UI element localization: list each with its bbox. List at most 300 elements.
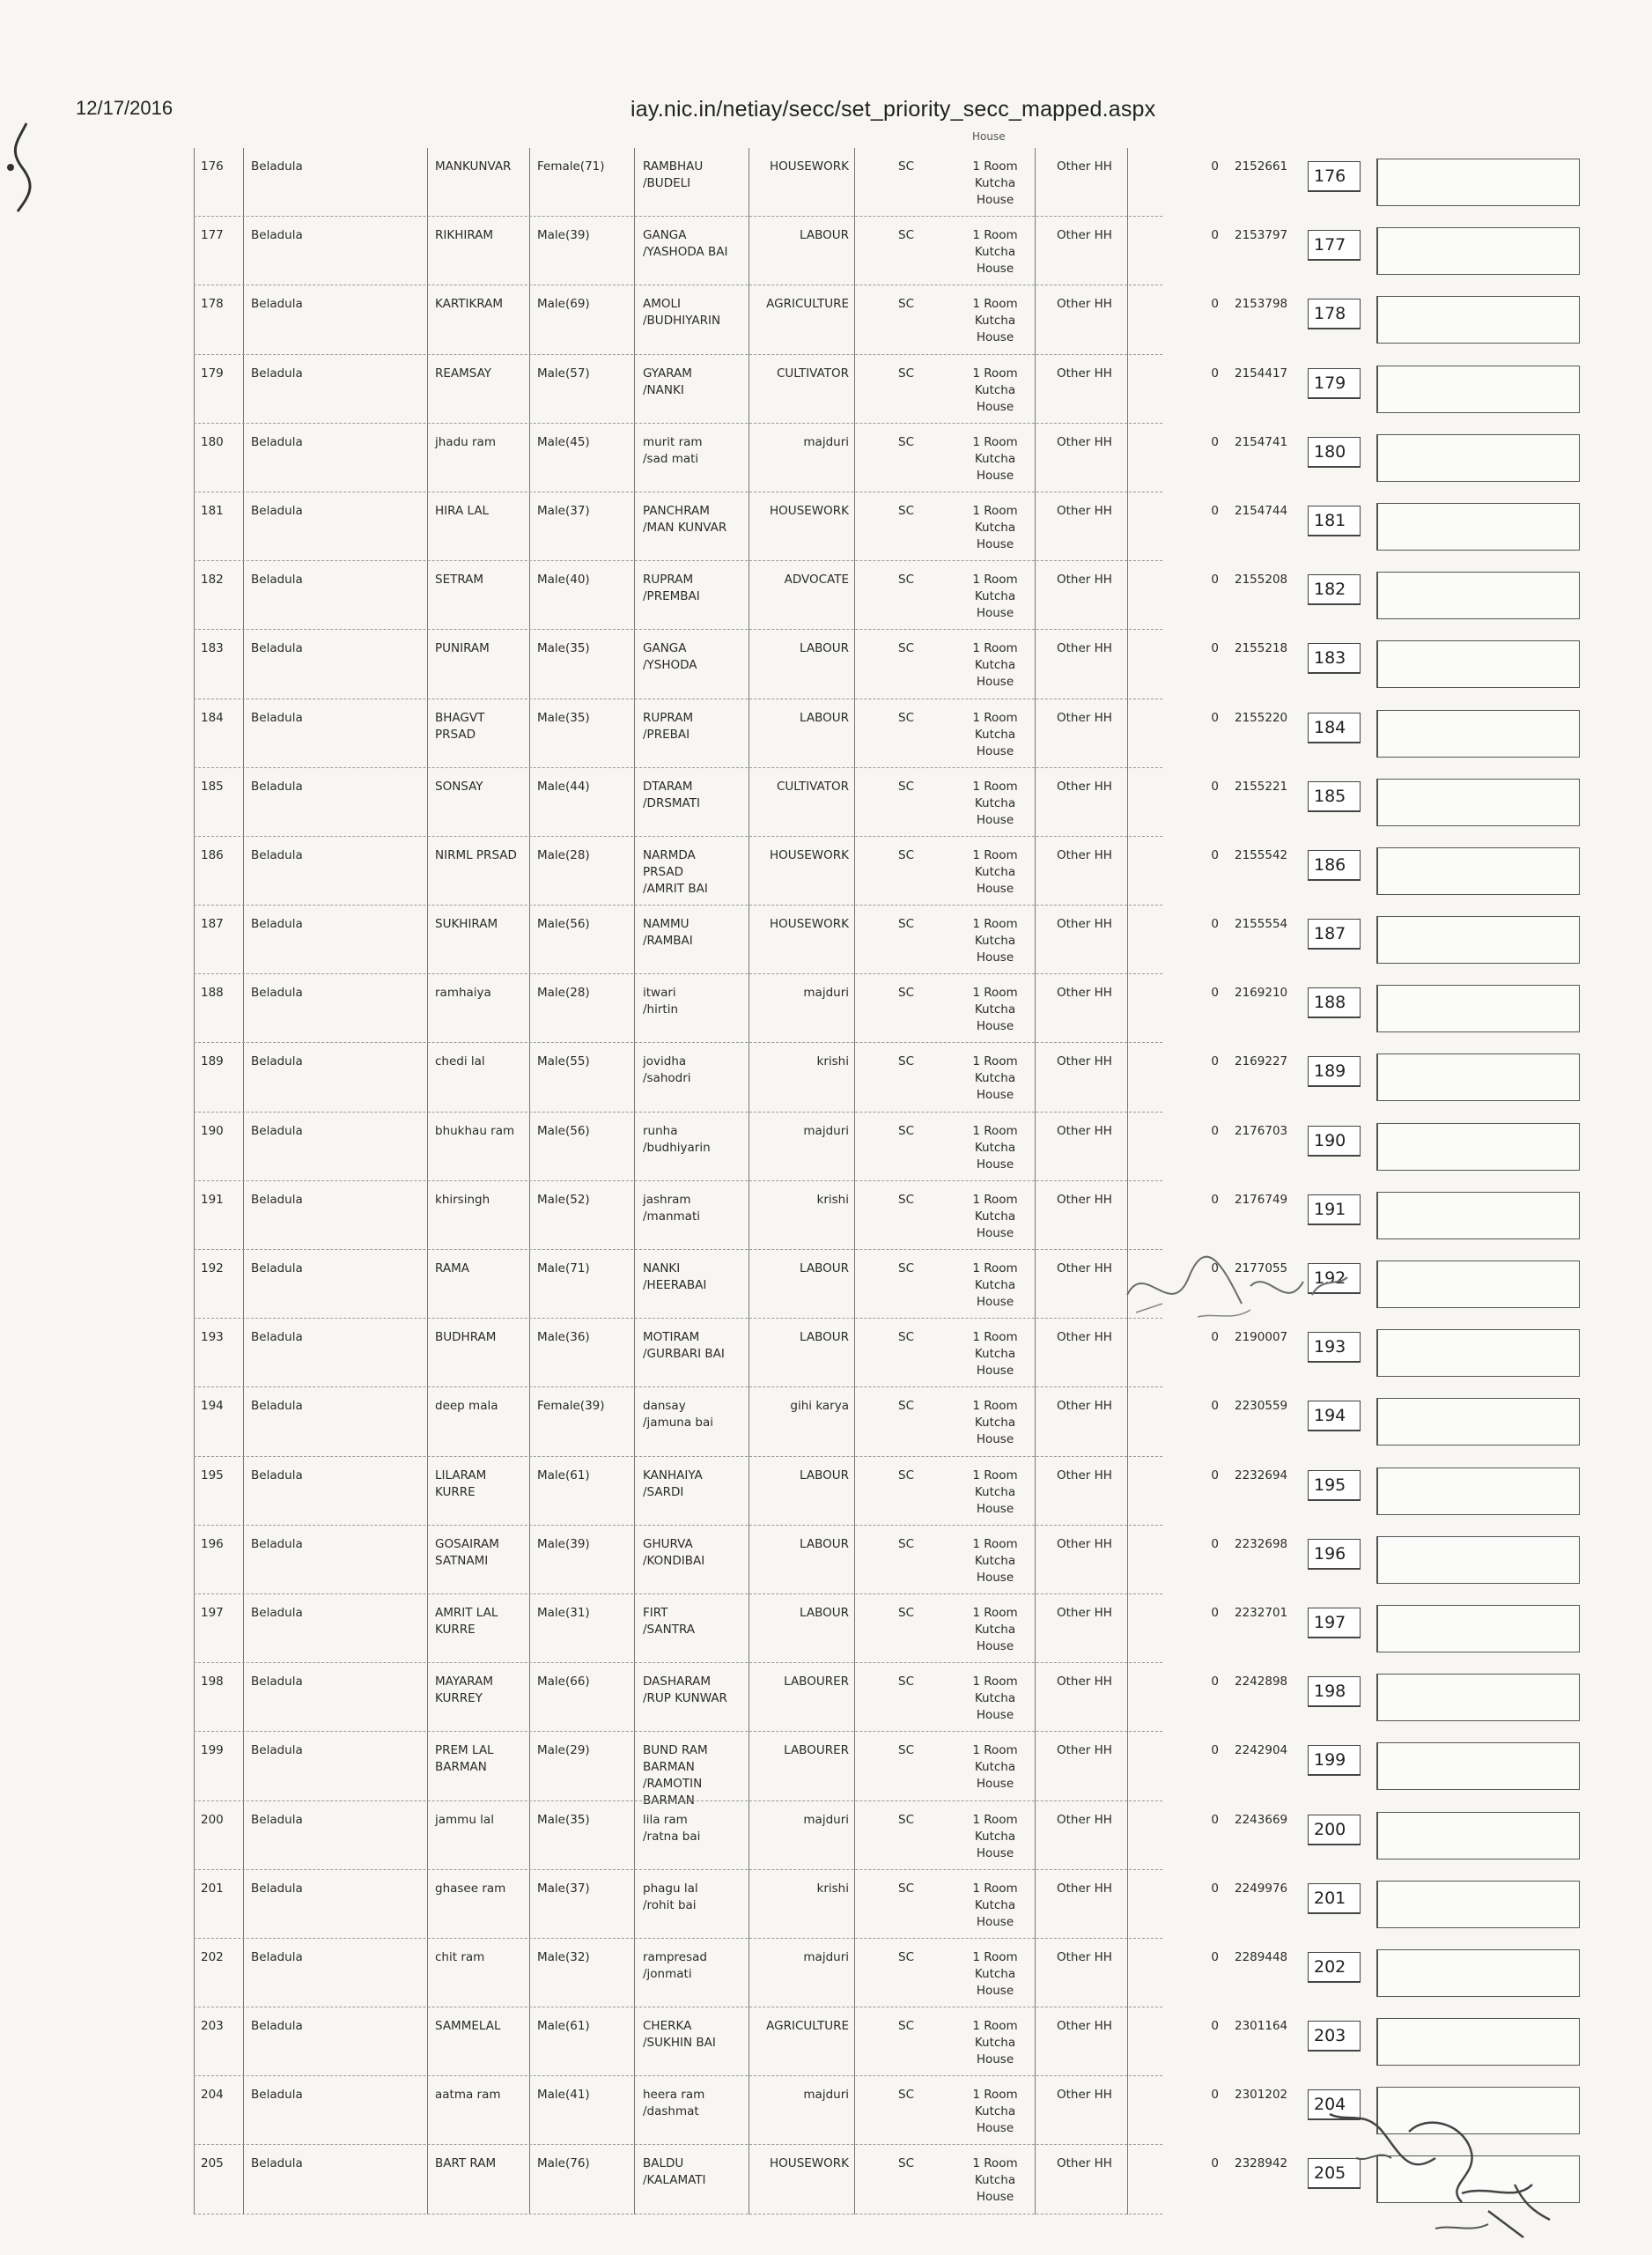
- priority-input[interactable]: [1308, 574, 1361, 605]
- deprivation-count: 0: [1211, 710, 1219, 725]
- household-type: Other HH: [1057, 1536, 1112, 1551]
- deprivation-count: 0: [1211, 1399, 1219, 1414]
- household-type: Other HH: [1057, 2156, 1112, 2171]
- serial-number: 185: [201, 779, 224, 794]
- serial-number: 186: [201, 847, 224, 862]
- priority-input[interactable]: [1308, 1332, 1361, 1363]
- serial-number: 183: [201, 641, 224, 656]
- social-category: SC: [898, 847, 914, 862]
- secc-id: 2243669: [1235, 1812, 1288, 1827]
- house-type: 1 Room Kutcha House: [972, 1949, 1018, 1998]
- social-category: SC: [898, 228, 914, 243]
- social-category: SC: [898, 1812, 914, 1827]
- serial-number: 188: [201, 986, 224, 1001]
- remarks-input[interactable]: [1376, 1742, 1580, 1790]
- remarks-input[interactable]: [1376, 1261, 1580, 1308]
- gender-age: Female(39): [537, 1399, 605, 1414]
- beneficiary-name: khirsingh: [435, 1192, 490, 1207]
- carry-over-text: House: [972, 130, 1006, 143]
- table-row: [194, 285, 1585, 354]
- house-type: 1 Room Kutcha House: [972, 1743, 1018, 1792]
- village-name: Beladula: [251, 297, 303, 312]
- village-name: Beladula: [251, 228, 303, 243]
- occupation: gihi karya: [790, 1399, 849, 1414]
- table-row: [194, 1319, 1585, 1387]
- secc-id: 2176749: [1235, 1192, 1288, 1207]
- remarks-input[interactable]: [1376, 503, 1580, 551]
- social-category: SC: [898, 1123, 914, 1138]
- beneficiary-name: ramhaiya: [435, 986, 491, 1001]
- beneficiary-table: [194, 148, 1585, 2214]
- serial-number: 197: [201, 1605, 224, 1620]
- village-name: Beladula: [251, 434, 303, 449]
- priority-input[interactable]: [1308, 1470, 1361, 1501]
- priority-input[interactable]: [1308, 713, 1361, 743]
- gender-age: Male(56): [537, 1123, 590, 1138]
- remarks-input[interactable]: [1376, 1468, 1580, 1515]
- occupation: CULTIVATOR: [776, 366, 849, 381]
- occupation: LABOUR: [800, 228, 849, 243]
- house-type: 1 Room Kutcha House: [972, 2088, 1018, 2136]
- father-mother-name: KANHAIYA /SARDI: [643, 1468, 703, 1499]
- occupation: krishi: [816, 1881, 849, 1896]
- occupation: majduri: [803, 434, 849, 449]
- gender-age: Male(37): [537, 503, 590, 518]
- secc-id: 2155208: [1235, 573, 1288, 588]
- beneficiary-name: BART RAM: [435, 2156, 497, 2171]
- occupation: HOUSEWORK: [770, 2156, 849, 2171]
- occupation: LABOUR: [800, 1536, 849, 1551]
- occupation: LABOUR: [800, 1468, 849, 1482]
- house-type: 1 Room Kutcha House: [972, 917, 1018, 965]
- social-category: SC: [898, 1192, 914, 1207]
- secc-id: 2249976: [1235, 1881, 1288, 1896]
- social-category: SC: [898, 1881, 914, 1896]
- serial-number: 181: [201, 503, 224, 518]
- father-mother-name: RAMBHAU /BUDELI: [643, 159, 704, 190]
- priority-input[interactable]: [1308, 437, 1361, 468]
- priority-value: 188: [1314, 993, 1346, 1013]
- secc-id: 2242898: [1235, 1675, 1288, 1689]
- household-type: Other HH: [1057, 573, 1112, 588]
- priority-value: 189: [1314, 1061, 1346, 1082]
- priority-value: 183: [1314, 648, 1346, 669]
- social-category: SC: [898, 159, 914, 174]
- priority-value: 186: [1314, 854, 1346, 875]
- table-row: [194, 974, 1585, 1043]
- table-row: [194, 1732, 1585, 1808]
- household-type: Other HH: [1057, 1949, 1112, 1964]
- priority-value: 179: [1314, 373, 1346, 393]
- remarks-input[interactable]: [1376, 847, 1580, 895]
- father-mother-name: BALDU /KALAMATI: [643, 2156, 706, 2188]
- village-name: Beladula: [251, 2156, 303, 2171]
- remarks-input[interactable]: [1376, 159, 1580, 206]
- house-type: 1 Room Kutcha House: [972, 986, 1018, 1034]
- remarks-input[interactable]: [1376, 640, 1580, 688]
- table-row: [194, 561, 1585, 630]
- social-category: SC: [898, 641, 914, 656]
- father-mother-name: runha /budhiyarin: [643, 1123, 711, 1155]
- beneficiary-name: BUDHRAM: [435, 1330, 497, 1345]
- household-type: Other HH: [1057, 159, 1112, 174]
- village-name: Beladula: [251, 573, 303, 588]
- priority-input[interactable]: [1308, 850, 1361, 881]
- deprivation-count: 0: [1211, 159, 1219, 174]
- deprivation-count: 0: [1211, 228, 1219, 243]
- page-url: iay.nic.in/netiay/secc/set_priority_secc_mapped.aspx: [631, 97, 1156, 122]
- gender-age: Male(36): [537, 1330, 590, 1345]
- father-mother-name: NANKI /HEERABAI: [643, 1261, 707, 1292]
- beneficiary-name: chedi lal: [435, 1054, 485, 1069]
- occupation: LABOURER: [784, 1675, 849, 1689]
- village-name: Beladula: [251, 779, 303, 794]
- household-type: Other HH: [1057, 297, 1112, 312]
- deprivation-count: 0: [1211, 2019, 1219, 2034]
- serial-number: 193: [201, 1330, 224, 1345]
- gender-age: Male(56): [537, 917, 590, 932]
- house-type: 1 Room Kutcha House: [972, 434, 1018, 483]
- remarks-input[interactable]: [1376, 916, 1580, 964]
- household-type: Other HH: [1057, 1399, 1112, 1414]
- gender-age: Male(41): [537, 2088, 590, 2103]
- village-name: Beladula: [251, 366, 303, 381]
- priority-input[interactable]: [1308, 1676, 1361, 1707]
- occupation: HOUSEWORK: [770, 159, 849, 174]
- remarks-input[interactable]: [1376, 779, 1580, 826]
- house-type: 1 Room Kutcha House: [972, 366, 1018, 414]
- table-row: [194, 2145, 1585, 2214]
- social-category: SC: [898, 986, 914, 1001]
- priority-input[interactable]: [1308, 1608, 1361, 1638]
- table-row: [194, 630, 1585, 699]
- deprivation-count: 0: [1211, 1881, 1219, 1896]
- social-category: SC: [898, 1261, 914, 1275]
- remarks-input[interactable]: [1376, 985, 1580, 1032]
- village-name: Beladula: [251, 1054, 303, 1069]
- house-type: 1 Room Kutcha House: [972, 228, 1018, 277]
- serial-number: 194: [201, 1399, 224, 1414]
- occupation: majduri: [803, 986, 849, 1001]
- father-mother-name: MOTIRAM /GURBARI BAI: [643, 1330, 725, 1362]
- beneficiary-name: SONSAY: [435, 779, 483, 794]
- social-category: SC: [898, 2019, 914, 2034]
- table-row: [194, 1939, 1585, 2007]
- remarks-input[interactable]: [1376, 710, 1580, 758]
- social-category: SC: [898, 1330, 914, 1345]
- priority-input[interactable]: [1308, 161, 1361, 192]
- priority-input[interactable]: [1308, 1263, 1361, 1294]
- remarks-input[interactable]: [1376, 2155, 1580, 2203]
- secc-id: 2154744: [1235, 503, 1288, 518]
- village-name: Beladula: [251, 986, 303, 1001]
- occupation: AGRICULTURE: [766, 2019, 849, 2034]
- priority-input[interactable]: [1308, 230, 1361, 261]
- priority-value: 193: [1314, 1337, 1346, 1357]
- remarks-input[interactable]: [1376, 572, 1580, 619]
- beneficiary-name: MAYARAM KURREY: [435, 1675, 493, 1706]
- village-name: Beladula: [251, 917, 303, 932]
- father-mother-name: RUPRAM /PREBAI: [643, 710, 694, 742]
- house-type: 1 Room Kutcha House: [972, 2156, 1018, 2205]
- deprivation-count: 0: [1211, 434, 1219, 449]
- table-row: [194, 906, 1585, 974]
- remarks-input[interactable]: [1376, 1674, 1580, 1721]
- house-type: 1 Room Kutcha House: [972, 1261, 1018, 1309]
- deprivation-count: 0: [1211, 1330, 1219, 1345]
- priority-input[interactable]: [1308, 506, 1361, 536]
- priority-value: 205: [1314, 2163, 1346, 2184]
- social-category: SC: [898, 1675, 914, 1689]
- table-row: [194, 1526, 1585, 1594]
- occupation: HOUSEWORK: [770, 847, 849, 862]
- remarks-input[interactable]: [1376, 1812, 1580, 1859]
- household-type: Other HH: [1057, 1192, 1112, 1207]
- priority-input[interactable]: [1308, 1539, 1361, 1570]
- priority-value: 198: [1314, 1682, 1346, 1702]
- occupation: LABOUR: [800, 641, 849, 656]
- remarks-input[interactable]: [1376, 434, 1580, 482]
- serial-number: 199: [201, 1743, 224, 1758]
- beneficiary-name: SAMMELAL: [435, 2019, 501, 2034]
- village-name: Beladula: [251, 1743, 303, 1758]
- beneficiary-name: RAMA: [435, 1261, 469, 1275]
- deprivation-count: 0: [1211, 297, 1219, 312]
- occupation: HOUSEWORK: [770, 917, 849, 932]
- priority-value: 181: [1314, 510, 1346, 530]
- priority-input[interactable]: [1308, 1401, 1361, 1431]
- village-name: Beladula: [251, 1812, 303, 1827]
- house-type: 1 Room Kutcha House: [972, 1675, 1018, 1723]
- occupation: AGRICULTURE: [766, 297, 849, 312]
- house-type: 1 Room Kutcha House: [972, 641, 1018, 690]
- secc-id: 2232701: [1235, 1605, 1288, 1620]
- father-mother-name: FIRT /SANTRA: [643, 1605, 696, 1637]
- priority-value: 201: [1314, 1888, 1346, 1908]
- father-mother-name: jovidha /sahodri: [643, 1054, 691, 1086]
- village-name: Beladula: [251, 1468, 303, 1482]
- village-name: Beladula: [251, 641, 303, 656]
- household-type: Other HH: [1057, 641, 1112, 656]
- priority-input[interactable]: [1308, 643, 1361, 674]
- priority-input[interactable]: [1308, 919, 1361, 950]
- priority-input[interactable]: [1308, 987, 1361, 1018]
- serial-number: 201: [201, 1881, 224, 1896]
- priority-input[interactable]: [1308, 299, 1361, 329]
- beneficiary-name: HIRA LAL: [435, 503, 490, 518]
- deprivation-count: 0: [1211, 503, 1219, 518]
- priority-value: 203: [1314, 2026, 1346, 2046]
- father-mother-name: AMOLI /BUDHIYARIN: [643, 297, 721, 329]
- remarks-input[interactable]: [1376, 1329, 1580, 1377]
- house-type: 1 Room Kutcha House: [972, 503, 1018, 551]
- priority-value: 197: [1314, 1612, 1346, 1632]
- gender-age: Male(71): [537, 1261, 590, 1275]
- secc-id: 2190007: [1235, 1330, 1288, 1345]
- serial-number: 187: [201, 917, 224, 932]
- remarks-input[interactable]: [1376, 227, 1580, 275]
- social-category: SC: [898, 366, 914, 381]
- serial-number: 177: [201, 228, 224, 243]
- social-category: SC: [898, 503, 914, 518]
- remarks-input[interactable]: [1376, 1123, 1580, 1171]
- father-mother-name: murit ram /sad mati: [643, 434, 703, 466]
- deprivation-count: 0: [1211, 1192, 1219, 1207]
- table-row: [194, 424, 1585, 492]
- household-type: Other HH: [1057, 228, 1112, 243]
- table-body: [194, 148, 1585, 2214]
- serial-number: 205: [201, 2156, 224, 2171]
- remarks-input[interactable]: [1376, 1949, 1580, 1997]
- serial-number: 204: [201, 2088, 224, 2103]
- village-name: Beladula: [251, 1675, 303, 1689]
- priority-input[interactable]: [1308, 1056, 1361, 1087]
- social-category: SC: [898, 779, 914, 794]
- priority-input[interactable]: [1308, 1815, 1361, 1845]
- priority-input[interactable]: [1308, 1194, 1361, 1225]
- priority-input[interactable]: [1308, 781, 1361, 812]
- remarks-input[interactable]: [1376, 296, 1580, 344]
- household-type: Other HH: [1057, 1743, 1112, 1758]
- secc-id: 2232694: [1235, 1468, 1288, 1482]
- house-type: 1 Room Kutcha House: [972, 1192, 1018, 1240]
- remarks-input[interactable]: [1376, 1398, 1580, 1445]
- gender-age: Male(61): [537, 1468, 590, 1482]
- household-type: Other HH: [1057, 1812, 1112, 1827]
- remarks-input[interactable]: [1376, 1192, 1580, 1239]
- father-mother-name: lila ram /ratna bai: [643, 1812, 701, 1844]
- gender-age: Male(66): [537, 1675, 590, 1689]
- household-type: Other HH: [1057, 1261, 1112, 1275]
- village-name: Beladula: [251, 159, 303, 174]
- priority-input[interactable]: [1308, 2158, 1361, 2189]
- secc-id: 2153797: [1235, 228, 1288, 243]
- gender-age: Male(28): [537, 986, 590, 1001]
- priority-input[interactable]: [1308, 1883, 1361, 1914]
- gender-age: Male(44): [537, 779, 590, 794]
- deprivation-count: 0: [1211, 366, 1219, 381]
- social-category: SC: [898, 2088, 914, 2103]
- beneficiary-name: PREM LAL BARMAN: [435, 1743, 494, 1775]
- beneficiary-name: NIRML PRSAD: [435, 847, 517, 862]
- remarks-input[interactable]: [1376, 1536, 1580, 1584]
- remarks-input[interactable]: [1376, 366, 1580, 413]
- serial-number: 190: [201, 1123, 224, 1138]
- secc-id: 2155220: [1235, 710, 1288, 725]
- table-row: [194, 1594, 1585, 1663]
- occupation: LABOUR: [800, 1330, 849, 1345]
- priority-input[interactable]: [1308, 2089, 1361, 2120]
- social-category: SC: [898, 1399, 914, 1414]
- social-category: SC: [898, 710, 914, 725]
- beneficiary-name: SUKHIRAM: [435, 917, 498, 932]
- secc-id: 2232698: [1235, 1536, 1288, 1551]
- secc-id: 2301164: [1235, 2019, 1288, 2034]
- household-type: Other HH: [1057, 1605, 1112, 1620]
- deprivation-count: 0: [1211, 1536, 1219, 1551]
- table-row: [194, 837, 1585, 906]
- house-type: 1 Room Kutcha House: [972, 1812, 1018, 1860]
- secc-id: 2242904: [1235, 1743, 1288, 1758]
- deprivation-count: 0: [1211, 641, 1219, 656]
- gender-age: Male(39): [537, 1536, 590, 1551]
- father-mother-name: GANGA /YSHODA: [643, 641, 697, 673]
- occupation: krishi: [816, 1192, 849, 1207]
- house-type: 1 Room Kutcha House: [972, 779, 1018, 827]
- social-category: SC: [898, 1468, 914, 1482]
- social-category: SC: [898, 917, 914, 932]
- household-type: Other HH: [1057, 1123, 1112, 1138]
- priority-value: 185: [1314, 786, 1346, 806]
- deprivation-count: 0: [1211, 1468, 1219, 1482]
- table-row: [194, 1113, 1585, 1181]
- gender-age: Male(31): [537, 1605, 590, 1620]
- deprivation-count: 0: [1211, 573, 1219, 588]
- occupation: LABOUR: [800, 1605, 849, 1620]
- priority-input[interactable]: [1308, 1952, 1361, 1983]
- serial-number: 191: [201, 1192, 224, 1207]
- gender-age: Male(69): [537, 297, 590, 312]
- serial-number: 178: [201, 297, 224, 312]
- secc-id: 2289448: [1235, 1949, 1288, 1964]
- house-type: 1 Room Kutcha House: [972, 1330, 1018, 1379]
- priority-value: 196: [1314, 1543, 1346, 1564]
- beneficiary-name: jhadu ram: [435, 434, 496, 449]
- deprivation-count: 0: [1211, 847, 1219, 862]
- household-type: Other HH: [1057, 434, 1112, 449]
- occupation: HOUSEWORK: [770, 503, 849, 518]
- gender-age: Male(35): [537, 710, 590, 725]
- remarks-input[interactable]: [1376, 2087, 1580, 2134]
- village-name: Beladula: [251, 503, 303, 518]
- secc-id: 2176703: [1235, 1123, 1288, 1138]
- print-date: 12/17/2016: [76, 97, 173, 119]
- occupation: LABOUR: [800, 710, 849, 725]
- remarks-input[interactable]: [1376, 1605, 1580, 1652]
- remarks-input[interactable]: [1376, 1054, 1580, 1101]
- household-type: Other HH: [1057, 917, 1112, 932]
- priority-value: 199: [1314, 1750, 1346, 1771]
- village-name: Beladula: [251, 1605, 303, 1620]
- social-category: SC: [898, 1605, 914, 1620]
- priority-input[interactable]: [1308, 1745, 1361, 1776]
- priority-input[interactable]: [1308, 368, 1361, 399]
- secc-id: 2154417: [1235, 366, 1288, 381]
- father-mother-name: jashram /manmati: [643, 1192, 700, 1224]
- deprivation-count: 0: [1211, 986, 1219, 1001]
- priority-input[interactable]: [1308, 2021, 1361, 2052]
- priority-input[interactable]: [1308, 1126, 1361, 1157]
- village-name: Beladula: [251, 2019, 303, 2034]
- occupation: majduri: [803, 2088, 849, 2103]
- social-category: SC: [898, 1536, 914, 1551]
- occupation: CULTIVATOR: [776, 779, 849, 794]
- serial-number: 203: [201, 2019, 224, 2034]
- remarks-input[interactable]: [1376, 1881, 1580, 1928]
- remarks-input[interactable]: [1376, 2018, 1580, 2066]
- gender-age: Male(35): [537, 1812, 590, 1827]
- priority-value: 200: [1314, 1819, 1346, 1839]
- deprivation-count: 0: [1211, 1605, 1219, 1620]
- house-type: 1 Room Kutcha House: [972, 1399, 1018, 1447]
- gender-age: Male(45): [537, 434, 590, 449]
- serial-number: 202: [201, 1949, 224, 1964]
- occupation: majduri: [803, 1812, 849, 1827]
- house-type: 1 Room Kutcha House: [972, 297, 1018, 345]
- village-name: Beladula: [251, 1536, 303, 1551]
- serial-number: 182: [201, 573, 224, 588]
- serial-number: 189: [201, 1054, 224, 1069]
